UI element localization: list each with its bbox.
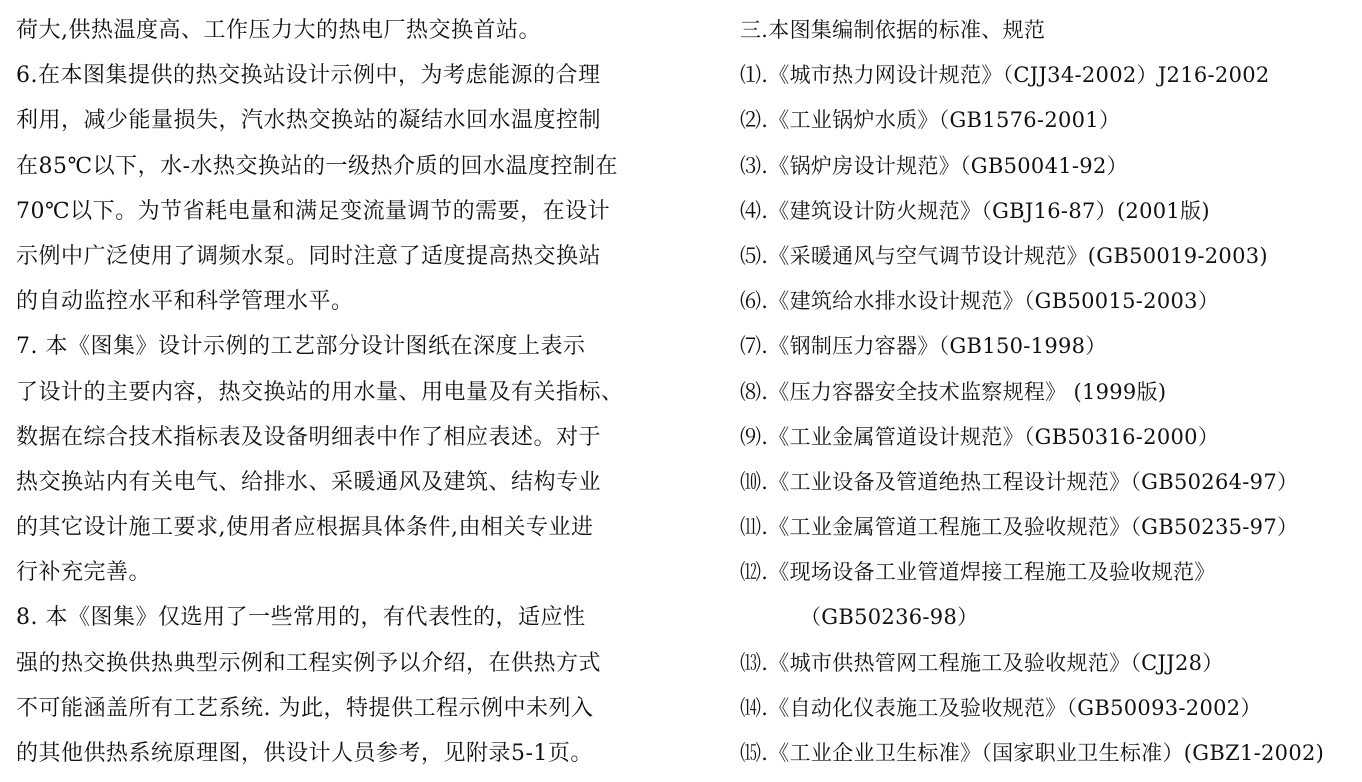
paragraph-line: 7. 本《图集》设计示例的工艺部分设计图纸在深度上表示 (16, 334, 586, 360)
paragraph-line: 热交换站内有关电气、给排水、采暖通风及建筑、结构专业 (16, 469, 602, 495)
standard-item: ⑴.《城市热力网设计规范》（CJJ34-2002）J216-2002 (740, 63, 1270, 88)
paragraph-line: 不可能涵盖所有工艺系统. 为此，特提供工程示例中未列入 (16, 695, 594, 721)
paragraph-line: 6.在本图集提供的热交换站设计示例中，为考虑能源的合理 (16, 63, 601, 89)
paragraph-line: 的其他供热系统原理图，供设计人员参考，见附录5-1页。 (16, 741, 593, 766)
paragraph-line: 了设计的主要内容，热交换站的用水量、用电量及有关指标、 (16, 379, 624, 405)
standard-item: ⑵.《工业锅炉水质》（GB1576-2001） (740, 108, 1121, 133)
section-heading: 三.本图集编制依据的标准、规范 (740, 18, 1046, 42)
standard-item: ⑹.《建筑给水排水设计规范》（GB50015-2003） (740, 289, 1220, 314)
standard-item: ⑷.《建筑设计防火规范》（GBJ16-87）(2001版) (740, 198, 1210, 223)
paragraph-line: 数据在综合技术指标表及设备明细表中作了相应表述。对于 (16, 424, 602, 450)
paragraph-line: 行补充完善。 (16, 560, 152, 586)
standard-item: ⒁.《自动化仪表施工及验收规范》（GB50093-2002） (740, 695, 1262, 720)
standard-item: ⒀.《城市供热管网工程施工及验收规范》（CJJ28） (740, 650, 1224, 675)
paragraph-line: 强的热交换供热典型示例和工程实例予以介绍，在供热方式 (16, 650, 602, 676)
standard-item: ⑽.《工业设备及管道绝热工程设计规范》（GB50264-97） (740, 469, 1299, 494)
paragraph-line: 荷大,供热温度高、工作压力大的热电厂热交换首站。 (16, 18, 541, 43)
standard-item: ⑿.《现场设备工业管道焊接工程施工及验收规范》 (740, 560, 1216, 585)
paragraph-line: 8. 本《图集》仅选用了一些常用的，有代表性的，适应性 (16, 605, 586, 631)
paragraph-line: 的自动监控水平和科学管理水平。 (16, 289, 354, 315)
standard-item: ⑾.《工业金属管道工程施工及验收规范》（GB50235-97） (740, 515, 1299, 540)
paragraph-line: 70℃以下。为节省耗电量和满足变流量调节的需要，在设计 (16, 198, 611, 224)
standard-item-continuation: （GB50236-98） (800, 605, 979, 630)
paragraph-line: 利用，减少能量损失，汽水热交换站的凝结水回水温度控制 (16, 108, 602, 134)
standard-item: ⑻.《压力容器安全技术监察规程》 (1999版) (740, 379, 1167, 404)
standard-item: ⑼.《工业金属管道设计规范》（GB50316-2000） (740, 424, 1220, 449)
standards-list-column (740, 8, 1362, 776)
paragraph-line: 示例中广泛使用了调频水泵。同时注意了适度提高热交换站 (16, 243, 602, 269)
left-text-column (16, 8, 656, 776)
standard-item: ⑺.《钢制压力容器》（GB150-1998） (740, 334, 1107, 359)
paragraph-line: 的其它设计施工要求,使用者应根据具体条件,由相关专业进 (16, 515, 594, 541)
standard-item: ⑶.《锅炉房设计规范》（GB50041-92） (740, 153, 1128, 178)
paragraph-line: 在85℃以下，水-水热交换站的一级热介质的回水温度控制在 (16, 153, 619, 179)
standard-item: ⑸.《采暖通风与空气调节设计规范》(GB50019-2003) (740, 243, 1268, 268)
standard-item: ⒂.《工业企业卫生标准》（国家职业卫生标准）(GBZ1-2002) (740, 741, 1325, 765)
